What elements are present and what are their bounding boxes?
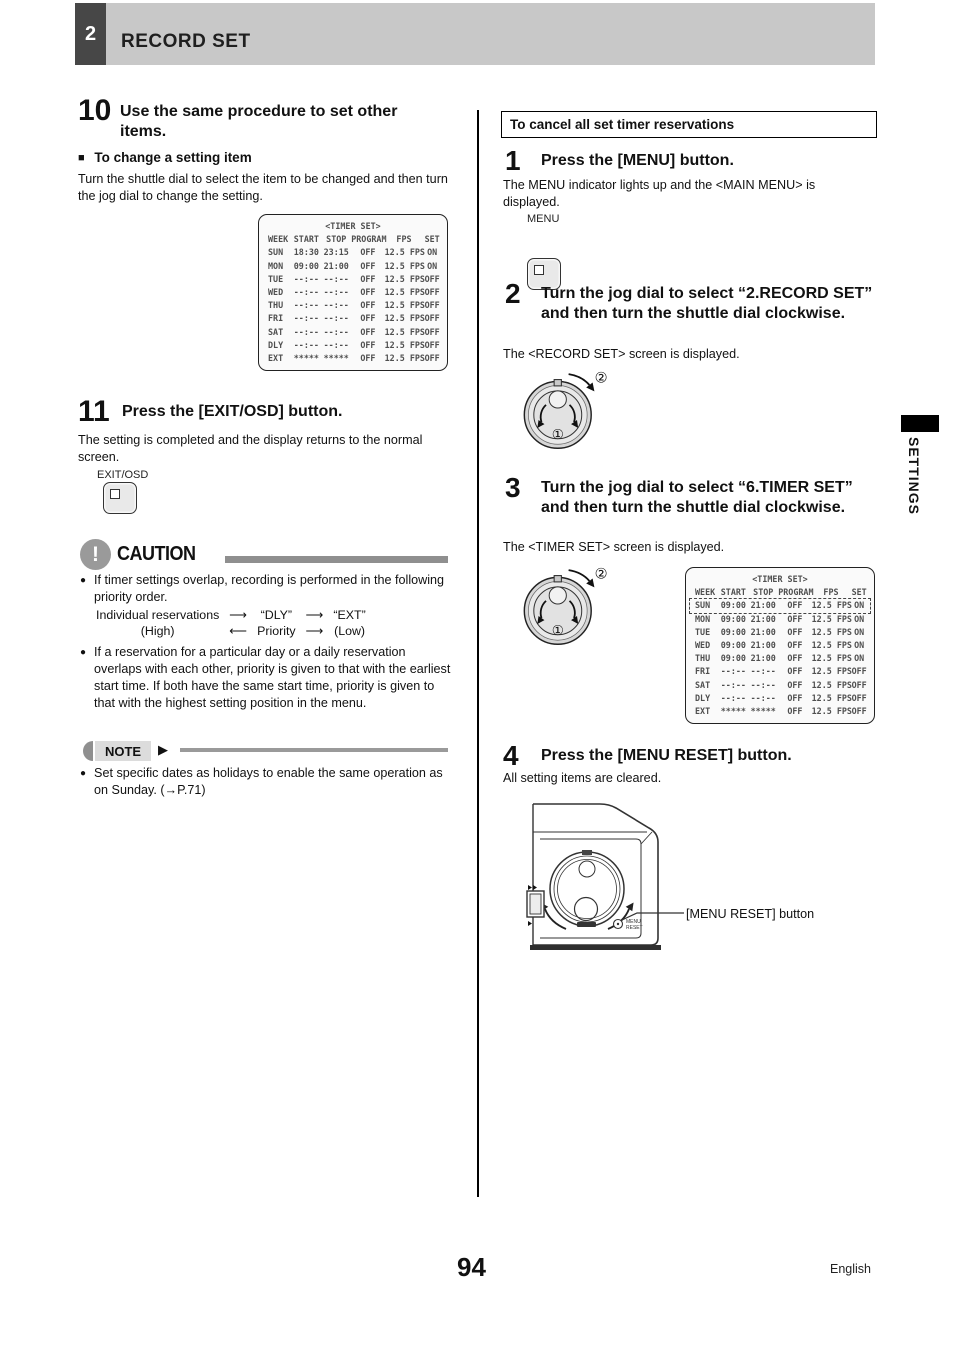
osd-cell: START xyxy=(293,234,319,245)
caution-item-2 xyxy=(80,644,452,712)
menu-reset-tiny-label: MENU xyxy=(626,919,641,925)
caution-bar xyxy=(225,556,448,563)
osd-cell: 12.5 FPS xyxy=(384,339,425,350)
priority-label: (Low) xyxy=(334,624,366,638)
osd-cell: STOP xyxy=(326,234,347,245)
osd-cell: 12.5 FPS xyxy=(811,613,852,624)
timer-table-row xyxy=(265,286,441,299)
caution-exclamation-icon xyxy=(80,539,111,570)
caution-label: CAUTION xyxy=(117,542,196,565)
timer-table-row xyxy=(692,599,868,612)
language-label: English xyxy=(830,1262,871,1276)
osd-cell: ON xyxy=(854,653,865,664)
timer-set-screen-2 xyxy=(685,567,875,724)
osd-cell: SAT xyxy=(268,326,284,337)
chapter-number: 2 xyxy=(84,22,97,45)
step-4-number: 4 xyxy=(503,740,519,771)
osd-cell: WEEK xyxy=(695,587,716,598)
osd-cell: 12.5 FPS xyxy=(384,273,425,284)
osd-cell: 21:00 xyxy=(750,613,776,624)
bullet-icon: ● xyxy=(80,647,87,658)
osd-cell: --:-- xyxy=(750,679,776,690)
osd-cell: ON xyxy=(854,626,865,637)
device-shuttle-dial xyxy=(550,852,624,926)
priority-label: Priority xyxy=(257,624,296,638)
osd-cell: ON xyxy=(854,613,865,624)
timer-table-row xyxy=(265,326,441,339)
osd-cell: ***** xyxy=(323,353,349,364)
osd-cell: SAT xyxy=(695,679,711,690)
osd-cell: START xyxy=(720,587,746,598)
timer-table-row xyxy=(692,692,868,705)
osd-cell: OFF xyxy=(787,692,803,703)
osd-cell: DLY xyxy=(268,339,284,350)
osd-cell: OFF xyxy=(360,273,376,284)
osd-cell: 18:30 xyxy=(293,247,319,258)
bullet-icon: ● xyxy=(80,575,87,586)
timer-table-row xyxy=(265,273,441,286)
left-arrow-icon: ⟵ xyxy=(229,623,248,638)
osd-cell: THU xyxy=(268,300,284,311)
osd-cell: DLY xyxy=(695,692,711,703)
step-4-title: Press the [MENU RESET] button. xyxy=(541,747,792,764)
osd-cell: 21:00 xyxy=(323,260,349,271)
osd-cell: 12.5 FPS xyxy=(811,679,852,690)
jog-dial-number: ① xyxy=(551,427,564,443)
osd-cell: 12.5 FPS xyxy=(811,653,852,664)
timer-table-row xyxy=(692,626,868,639)
osd-cell: TUE xyxy=(268,273,284,284)
skip-forward-icon xyxy=(528,885,532,890)
shuttle-dial-number: ② xyxy=(594,370,608,387)
osd-cell: OFF xyxy=(360,260,376,271)
osd-cell: --:-- xyxy=(323,339,349,350)
osd-cell: 09:00 xyxy=(720,653,746,664)
osd-title: <TIMER SET> xyxy=(325,221,381,231)
osd-cell: --:-- xyxy=(323,300,349,311)
osd-cell: ON xyxy=(427,247,438,258)
step-11-body: The setting is completed and the display returns to the normal screen. xyxy=(78,433,423,464)
osd-cell: 21:00 xyxy=(750,626,776,637)
step-3-body: The <TIMER SET> screen is displayed. xyxy=(503,540,725,554)
osd-cell: OFF xyxy=(360,313,376,324)
side-tab-label: SETTINGS xyxy=(906,437,922,516)
device-base xyxy=(530,945,661,950)
osd-cell: OFF xyxy=(360,326,376,337)
osd-cell: OFF xyxy=(787,640,803,651)
osd-cell: OFF xyxy=(424,339,440,350)
step-1-body: The MENU indicator lights up and the <MAIN MENU> is displayed. xyxy=(503,178,816,209)
osd-cell: 12.5 FPS xyxy=(811,640,852,651)
osd-cell: OFF xyxy=(360,339,376,350)
osd-cell: OFF xyxy=(787,679,803,690)
osd-cell: --:-- xyxy=(750,666,776,677)
note-item-1 xyxy=(80,765,452,799)
osd-cell: EXT xyxy=(695,706,711,717)
osd-cell: 12.5 FPS xyxy=(384,300,425,311)
timer-set-screen-1 xyxy=(258,214,448,371)
timer-table-row xyxy=(265,339,441,352)
exit-osd-button-label: EXIT/OSD xyxy=(97,469,149,481)
osd-cell: ***** xyxy=(293,353,319,364)
osd-cell: WEEK xyxy=(268,234,289,245)
osd-cell: OFF xyxy=(787,600,803,611)
osd-cell: --:-- xyxy=(323,326,349,337)
osd-cell: OFF xyxy=(424,273,440,284)
osd-cell: OFF xyxy=(424,326,440,337)
jog-dial-number: ① xyxy=(551,623,564,639)
osd-cell: 12.5 FPS xyxy=(384,287,425,298)
play-icon xyxy=(528,921,532,926)
osd-cell: 09:00 xyxy=(720,626,746,637)
timer-table-row xyxy=(692,705,868,718)
step-3-title: Turn the jog dial to select “6.TIMER SET” and then turn the shuttle dial clockwise. xyxy=(541,479,853,516)
cancel-reservations-box xyxy=(501,111,877,138)
osd-cell: OFF xyxy=(424,287,440,298)
osd-cell: 12.5 FPS xyxy=(384,247,425,258)
osd-cell: 12.5 FPS xyxy=(384,260,425,271)
osd-cell: OFF xyxy=(360,353,376,364)
osd-cell: ***** xyxy=(750,706,776,717)
note-triangle-icon: ▶ xyxy=(158,743,168,758)
step-10-number: 10 xyxy=(78,94,112,127)
osd-cell: --:-- xyxy=(293,326,319,337)
timer-table-row xyxy=(692,652,868,665)
timer-table-row xyxy=(265,352,441,365)
timer-table-row xyxy=(265,299,441,312)
caution-item-2-text: If a reservation for a particular day or a daily reservation overlaps with each other, priority is given to that with the earliest start time. If both have the same start time, priority is given to that with the highest setting position in the menu. xyxy=(94,645,451,710)
osd-cell: FRI xyxy=(695,666,711,677)
exclamation-glyph: ! xyxy=(92,542,99,566)
priority-diagram xyxy=(96,607,366,639)
osd-header-row xyxy=(692,586,868,599)
osd-cell: 12.5 FPS xyxy=(811,626,852,637)
chapter-title: RECORD SET xyxy=(121,31,251,52)
page-number: 94 xyxy=(457,1252,486,1282)
note-item-1-text: Set specific dates as holidays to enable the same operation as on Sunday. (→P.71) xyxy=(94,766,443,797)
osd-cell: --:-- xyxy=(720,666,746,677)
dial-notch xyxy=(554,380,561,386)
osd-cell: ***** xyxy=(720,706,746,717)
setting-item-body: Turn the shuttle dial to select the item to be changed and then turn the jog dial to change the setting. xyxy=(78,172,448,203)
osd-cell: --:-- xyxy=(293,313,319,324)
osd-cell: EXT xyxy=(268,353,284,364)
setting-item-subhead xyxy=(78,150,252,165)
osd-cell: FRI xyxy=(268,313,284,324)
osd-cell: --:-- xyxy=(293,300,319,311)
osd-cell: OFF xyxy=(787,706,803,717)
side-tab-marker xyxy=(901,415,939,432)
osd-cell: OFF xyxy=(851,692,867,703)
priority-label: Individual reservations xyxy=(96,608,220,622)
step-11-title: Press the [EXIT/OSD] button. xyxy=(122,403,343,420)
osd-title: <TIMER SET> xyxy=(752,574,808,584)
osd-cell: 09:00 xyxy=(720,600,746,611)
osd-cell: 21:00 xyxy=(750,600,776,611)
jog-shuttle-dial-illustration xyxy=(518,560,612,649)
dial-notch xyxy=(554,576,561,582)
osd-cell: WED xyxy=(268,287,284,298)
osd-cell: OFF xyxy=(360,300,376,311)
osd-cell: 09:00 xyxy=(720,640,746,651)
osd-cell: ON xyxy=(427,260,438,271)
osd-header-row xyxy=(265,233,441,246)
note-semicircle-icon xyxy=(83,741,93,761)
step-2-body: The <RECORD SET> screen is displayed. xyxy=(503,347,740,361)
osd-cell: PROGRAM xyxy=(351,234,387,245)
osd-cell: OFF xyxy=(787,626,803,637)
osd-cell: MON xyxy=(695,613,711,624)
osd-cell: WED xyxy=(695,640,711,651)
osd-cell: ON xyxy=(854,640,865,651)
step-1-number: 1 xyxy=(505,145,521,176)
step-11-number: 11 xyxy=(78,395,110,428)
recorder-front-panel-illustration xyxy=(500,792,900,967)
column-divider xyxy=(477,110,479,1197)
exit-osd-button-icon xyxy=(103,482,137,514)
osd-cell: OFF xyxy=(424,353,440,364)
osd-cell: 12.5 FPS xyxy=(384,326,425,337)
osd-cell: TUE xyxy=(695,626,711,637)
priority-label: “EXT” xyxy=(333,608,366,622)
osd-cell: 23:15 xyxy=(323,247,349,258)
osd-cell: OFF xyxy=(851,706,867,717)
osd-cell: OFF xyxy=(787,666,803,677)
caution-item-1 xyxy=(80,572,452,606)
step-3-number: 3 xyxy=(505,472,521,503)
osd-cell: OFF xyxy=(787,653,803,664)
timer-table-row xyxy=(265,312,441,325)
osd-cell: --:-- xyxy=(720,692,746,703)
osd-cell: --:-- xyxy=(323,313,349,324)
osd-cell: 21:00 xyxy=(750,640,776,651)
osd-cell: THU xyxy=(695,653,711,664)
osd-cell: SUN xyxy=(695,600,711,611)
menu-reset-tiny-label: RESET xyxy=(626,925,643,931)
osd-cell: --:-- xyxy=(323,273,349,284)
priority-label: “DLY” xyxy=(260,608,293,622)
device-dial-grip xyxy=(577,922,596,927)
osd-cell: --:-- xyxy=(293,339,319,350)
osd-cell: --:-- xyxy=(293,287,319,298)
osd-cell: OFF xyxy=(360,247,376,258)
setting-item-heading: To change a setting item xyxy=(94,150,252,165)
osd-cell: 09:00 xyxy=(293,260,319,271)
osd-cell: ON xyxy=(854,600,865,611)
step-4-body: All setting items are cleared. xyxy=(503,771,662,785)
jog-shuttle-dial-illustration xyxy=(518,364,612,453)
note-line xyxy=(180,748,448,752)
right-arrow-icon: ⟶ xyxy=(305,623,324,638)
osd-cell: OFF xyxy=(787,613,803,624)
timer-table-row xyxy=(265,246,441,259)
priority-label: (High) xyxy=(140,624,175,638)
bullet-icon: ● xyxy=(80,768,87,779)
osd-cell: OFF xyxy=(424,300,440,311)
timer-table-row xyxy=(692,639,868,652)
osd-cell: --:-- xyxy=(720,679,746,690)
menu-reset-callout: [MENU RESET] button xyxy=(686,907,815,921)
osd-cell: OFF xyxy=(424,313,440,324)
osd-cell: SET xyxy=(851,587,867,598)
timer-table-row xyxy=(692,679,868,692)
osd-cell: FPS xyxy=(396,234,412,245)
cancel-reservations-title: To cancel all set timer reservations xyxy=(510,117,735,132)
timer-table-row xyxy=(692,613,868,626)
step-1-title: Press the [MENU] button. xyxy=(541,152,734,169)
osd-cell: 12.5 FPS xyxy=(811,706,852,717)
note-label-box xyxy=(95,741,151,761)
osd-cell: --:-- xyxy=(323,287,349,298)
osd-cell: STOP xyxy=(753,587,774,598)
square-bullet-icon: ■ xyxy=(78,152,85,164)
osd-cell: 12.5 FPS xyxy=(811,692,852,703)
osd-cell: FPS xyxy=(823,587,839,598)
osd-cell: MON xyxy=(268,260,284,271)
right-arrow-icon: ⟶ xyxy=(305,607,324,622)
step-2-number: 2 xyxy=(505,278,521,309)
osd-cell: OFF xyxy=(851,666,867,677)
caution-item-1-text: If timer settings overlap, recording is performed in the following priority order. xyxy=(94,573,445,604)
note-label: NOTE xyxy=(104,743,142,759)
osd-cell: 12.5 FPS xyxy=(384,353,425,364)
osd-cell: --:-- xyxy=(293,273,319,284)
menu-button-label: MENU xyxy=(527,213,560,225)
step-2-title: Turn the jog dial to select “2.RECORD SET” and then turn the shuttle dial clockwise. xyxy=(541,285,873,322)
chapter-number-tab xyxy=(75,3,106,65)
osd-cell: OFF xyxy=(360,287,376,298)
dial-dimple xyxy=(549,391,566,408)
osd-cell: 09:00 xyxy=(720,613,746,624)
right-arrow-icon: ⟶ xyxy=(229,607,248,622)
osd-cell: OFF xyxy=(851,679,867,690)
osd-cell: 12.5 FPS xyxy=(811,600,852,611)
osd-cell: SUN xyxy=(268,247,284,258)
shuttle-dial-number: ② xyxy=(594,566,608,583)
osd-cell: 12.5 FPS xyxy=(811,666,852,677)
timer-table-row xyxy=(265,260,441,273)
timer-table-row xyxy=(692,665,868,678)
osd-cell: PROGRAM xyxy=(778,587,814,598)
osd-cell: 21:00 xyxy=(750,653,776,664)
osd-cell: 12.5 FPS xyxy=(384,313,425,324)
step-10-title: Use the same procedure to set other items. xyxy=(120,103,398,140)
device-dial-notch xyxy=(582,850,592,855)
dial-dimple xyxy=(549,587,566,604)
osd-cell: --:-- xyxy=(750,692,776,703)
osd-cell: SET xyxy=(424,234,440,245)
